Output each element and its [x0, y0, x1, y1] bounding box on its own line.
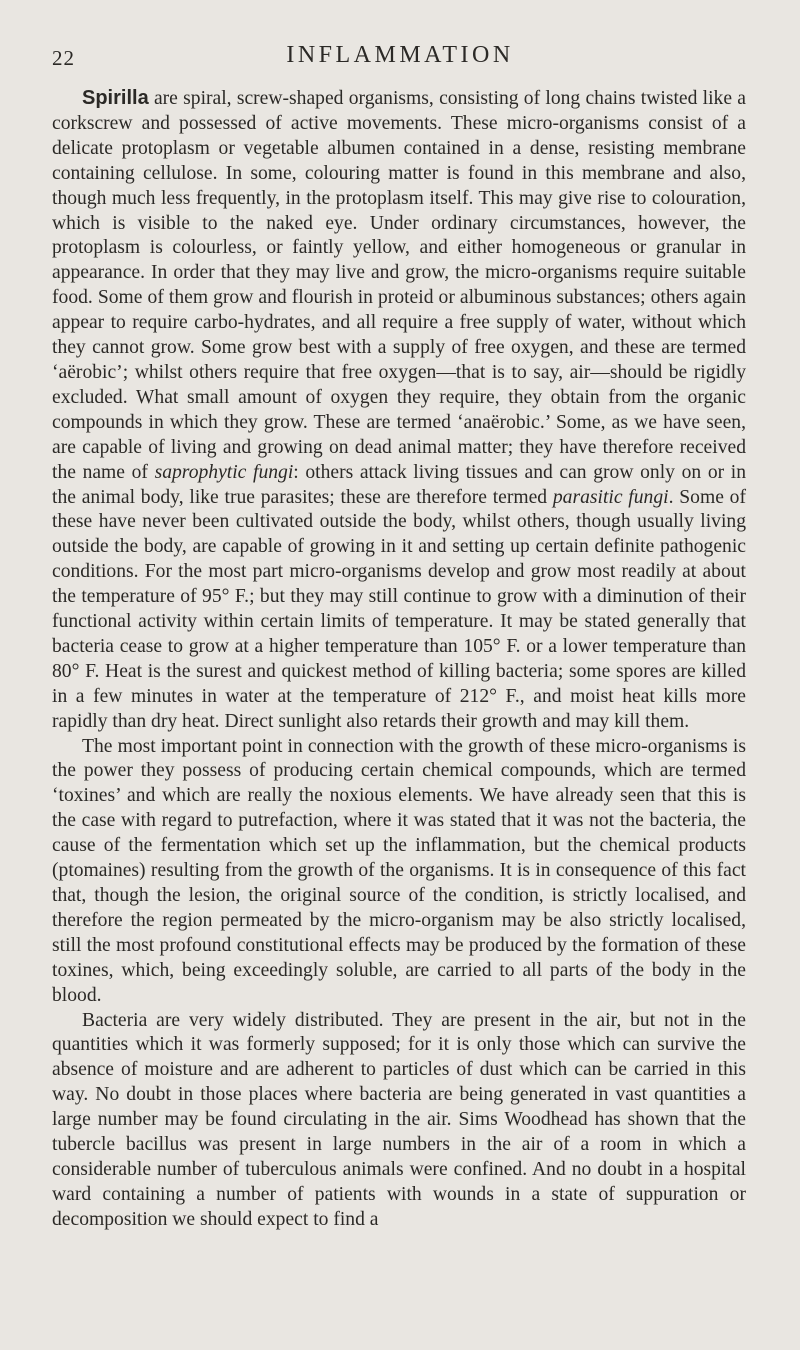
text-segment: Bacteria are very widely distributed. They are present in the air, but not in the quantities which it was formerly supposed; for it is only those which can survive the absence of moisture and are adherent to particles of dust which can be carried in this way. No doubt in those places where bacteria are being generated in vast quantities a large number may be found circulating in the air. Sims Woodhead has shown that the tubercle bacillus was present in large numbers in the air of a room in which a considerable number of tuberculous animals were confined. And no doubt in a hospital ward containing a number of patients with wounds in a state of suppuration or decomposition we should expect to find a [52, 1009, 746, 1230]
italic-term: saprophytic fungi [154, 461, 294, 483]
text-segment: are spiral, screw-shaped organisms, consisting of long chains twisted like a corkscrew and possessed of active movements. These micro-organisms consist of a delicate protoplasm or vegetable albumen contained in a dense, resisting membrane containing cellulose. In some, colouring matter is found in this membrane and also, though much less frequently, in the protoplasm itself. This may give rise to colouration, which is visible to the naked eye. Under ordinary circumstances, however, the protoplasm is colourless, or faintly yellow, and either homogeneous or granular in appearance. In order that they may live and grow, the micro-organisms require suitable food. Some of them grow and flourish in proteid or albuminous substances; others again appear to require carbo-hydrates, and all require a free supply of water, without which they cannot grow. Some grow best with a supply of free oxygen, and these are termed ‘aërobic’; whilst others require that free oxygen—that is to say, air—should be rigidly excluded. What small amount of oxygen they require, they obtain from the organic compounds in which they grow. These are termed ‘anaërobic.’ Some, as we have seen, are capable of living and growing on dead animal matter; they have therefore received the name of [52, 88, 746, 483]
body-text [52, 86, 746, 1233]
text-segment: The most important point in connection with the growth of these micro-organisms is the power they possess of producing certain chemical compounds, which are termed ‘toxines’ and which are really the noxious elements. We have already seen that this is the case with regard to putrefaction, where it was stated that it was not the bacteria, the cause of the fermentation which set up the inflammation, but the chemical products (ptomaines) resulting from the growth of the organisms. It is in consequence of this fact that, though the lesion, the original source of the condition, is strictly localised, and therefore the region permeated by the micro-organism may be also strictly localised, still the most profound constitutional effects may be produced by the formation of these toxines, which, being exceedingly soluble, are carried to all parts of the body in the blood. [52, 735, 746, 1006]
running-title: INFLAMMATION [286, 42, 514, 68]
paragraph-distribution [52, 1009, 746, 1233]
text-segment: . Some of these have never been cultivated outside the body, whilst others, though usually living outside the body, are capable of growing in it and setting up certain definite pathogenic conditions. For the most part micro-organisms develop and grow most readily at about the temperature of 95° F.; but they may still continue to grow with a diminution of their functional activity within certain limits of temperature. It may be stated generally that bacteria cease to grow at a higher temperature than 105° F. or a lower temperature than 80° F. Heat is the surest and quickest method of killing bacteria; some spores are killed in a few minutes in water at the temperature of 212° F., and moist heat kills more rapidly than dry heat. Direct sunlight also retards their growth and may kill them. [52, 486, 746, 732]
page-number: 22 [52, 46, 75, 70]
paragraph-toxines [52, 735, 746, 1009]
italic-term: parasitic fungi [552, 486, 669, 508]
text-segment: : others attack living tissues and can grow only on or in the animal body, like true parasites; these are therefore termed [52, 461, 747, 508]
paragraph-lead-term: Spirilla [82, 87, 149, 109]
paragraph-spirilla [52, 86, 746, 735]
